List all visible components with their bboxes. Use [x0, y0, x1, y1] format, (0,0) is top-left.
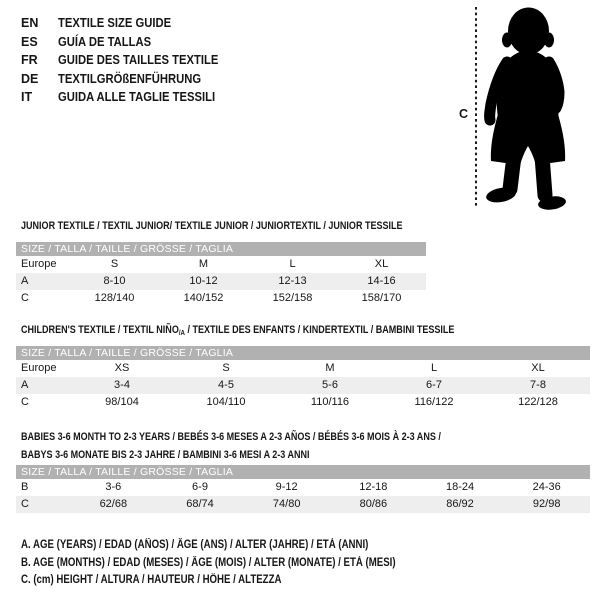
children-size-table: [16, 346, 590, 411]
language-row: [21, 88, 236, 107]
size-value-cell: 7-8: [530, 379, 546, 391]
row-label: B: [21, 481, 29, 493]
language-header: [21, 14, 236, 107]
language-title: GUIDA ALLE TAGLIE TESSILI: [58, 90, 216, 105]
heading-text: /A: [178, 328, 185, 337]
language-title: GUÍA DE TALLAS: [58, 34, 152, 49]
language-code: FR: [21, 53, 38, 68]
table-row: [16, 479, 590, 496]
size-value-cell: 6-7: [426, 379, 442, 391]
language-title: TEXTILGRÖßENFÜHRUNG: [58, 71, 202, 86]
size-value-cell: 4-5: [218, 379, 234, 391]
table-size-header: SIZE / TALLA / TAILLE / GRÖSSE / TAGLIA: [16, 346, 590, 360]
size-value-cell: 12-18: [359, 481, 388, 493]
row-label: A: [21, 379, 29, 391]
height-measure-label: C: [459, 107, 469, 121]
table-size-header: SIZE / TALLA / TAILLE / GRÖSSE / TAGLIA: [16, 465, 590, 479]
table-row: [16, 273, 426, 290]
size-value-cell: 6-9: [192, 481, 208, 493]
table-row: [16, 256, 426, 273]
row-label: C: [21, 498, 29, 510]
language-title: GUIDE DES TAILLES TEXTILE: [58, 53, 219, 68]
language-code: DE: [21, 71, 39, 86]
footnotes: [21, 537, 467, 590]
section-heading: [21, 217, 486, 235]
heading-text: BABYS 3-6 MONATE BIS 2-3 JAHRE / BAMBINI 3-6 MESI A 2-3 ANNI: [21, 449, 310, 461]
size-value-cell: 62/68: [99, 498, 128, 510]
size-value-cell: 10-12: [189, 275, 218, 287]
language-title: TEXTILE SIZE GUIDE: [58, 16, 172, 30]
row-label: C: [21, 396, 29, 408]
baby-silhouette-figure: [474, 0, 600, 215]
table-rows: [16, 256, 426, 307]
table-row: [16, 360, 590, 377]
size-value-cell: 140/152: [183, 292, 224, 304]
row-label: Europe: [21, 362, 57, 374]
size-value-cell: 158/170: [361, 292, 402, 304]
table-row: [16, 377, 590, 394]
size-value-cell: 74/80: [272, 498, 301, 510]
table-row: [16, 394, 590, 411]
baby-silhouette-icon: [485, 8, 567, 212]
heading-text: CHILDREN'S TEXTILE / TEXTIL NIÑO: [21, 324, 179, 336]
size-value-cell: M: [198, 258, 209, 270]
size-value-cell: 104/110: [206, 396, 246, 408]
size-value-cell: 9-12: [275, 481, 298, 493]
footnote-line: A. AGE (YEARS) / EDAD (AÑOS) / ÂGE (ANS) / ALTER (JAHRE) / ETÀ (ANNI): [21, 539, 369, 551]
section-heading: [21, 321, 550, 342]
size-value-cell: S: [110, 258, 119, 270]
size-value-cell: 122/128: [518, 396, 558, 408]
row-label: Europe: [21, 258, 57, 270]
table-row: [16, 290, 426, 307]
size-value-cell: 3-6: [105, 481, 122, 493]
size-value-cell: 80/86: [359, 498, 388, 510]
section-heading-line: [21, 321, 454, 342]
junior-size-table: [16, 242, 426, 307]
footnote-line: C. (cm) HEIGHT / ALTURA / HAUTEUR / HÖHE / ALTEZZA: [21, 574, 282, 586]
size-value-cell: 152/158: [272, 292, 313, 304]
table-rows: [16, 360, 590, 411]
language-row: [21, 51, 236, 70]
table-rows: [16, 479, 590, 513]
size-value-cell: 128/140: [94, 292, 135, 304]
size-value-cell: 24-36: [532, 481, 561, 493]
size-value-cell: L: [289, 258, 296, 270]
language-row: [21, 14, 236, 33]
language-code: EN: [21, 16, 39, 30]
heading-text: JUNIOR TEXTILE / TEXTIL JUNIOR/ TEXTILE JUNIOR / JUNIORTEXTIL / JUNIOR TESSILE: [21, 220, 403, 232]
size-value-cell: 8-10: [103, 275, 126, 287]
footnote-line: B. AGE (MONTHS) / EDAD (MESES) / ÂGE (MOIS) / ALTER (MONATE) / ETÀ (MESI): [21, 556, 396, 569]
size-value-cell: 86/92: [446, 498, 474, 510]
size-value-cell: M: [325, 362, 335, 374]
size-value-cell: S: [222, 362, 230, 374]
size-value-cell: 14-16: [367, 275, 396, 287]
row-label: C: [21, 292, 29, 304]
language-row: [21, 33, 236, 52]
size-value-cell: 92/98: [532, 498, 561, 510]
heading-text: BABIES 3-6 MONTH TO 2-3 YEARS / BEBÉS 3-6 MESES A 2-3 AÑOS / BÉBÉS 3-6 MOIS À 2-3 ANS /: [21, 431, 441, 443]
table-row: [16, 496, 590, 513]
section-heading-line: [21, 446, 441, 464]
babies-size-table: [16, 465, 590, 513]
size-value-cell: L: [430, 362, 438, 374]
size-value-cell: XS: [114, 362, 130, 374]
row-label: A: [21, 275, 29, 287]
size-value-cell: 3-4: [114, 379, 130, 391]
size-value-cell: 18-24: [445, 481, 475, 493]
heading-text: / TEXTILE DES ENFANTS / KINDERTEXTIL / BAMBINI TESSILE: [184, 324, 455, 336]
section-heading-line: [21, 217, 403, 235]
section-heading: [21, 428, 533, 464]
size-value-cell: 116/122: [414, 396, 454, 408]
size-value-cell: 110/116: [310, 396, 350, 408]
size-value-cell: 5-6: [322, 379, 338, 391]
language-code: ES: [21, 34, 38, 49]
size-value-cell: 12-13: [278, 275, 307, 287]
size-value-cell: XL: [374, 258, 389, 270]
language-code: IT: [21, 90, 33, 105]
size-value-cell: 98/104: [105, 396, 139, 408]
size-value-cell: XL: [531, 362, 545, 374]
size-value-cell: 68/74: [186, 498, 214, 510]
section-heading-line: [21, 428, 441, 446]
table-size-header: SIZE / TALLA / TAILLE / GRÖSSE / TAGLIA: [16, 242, 426, 256]
language-row: [21, 70, 236, 89]
